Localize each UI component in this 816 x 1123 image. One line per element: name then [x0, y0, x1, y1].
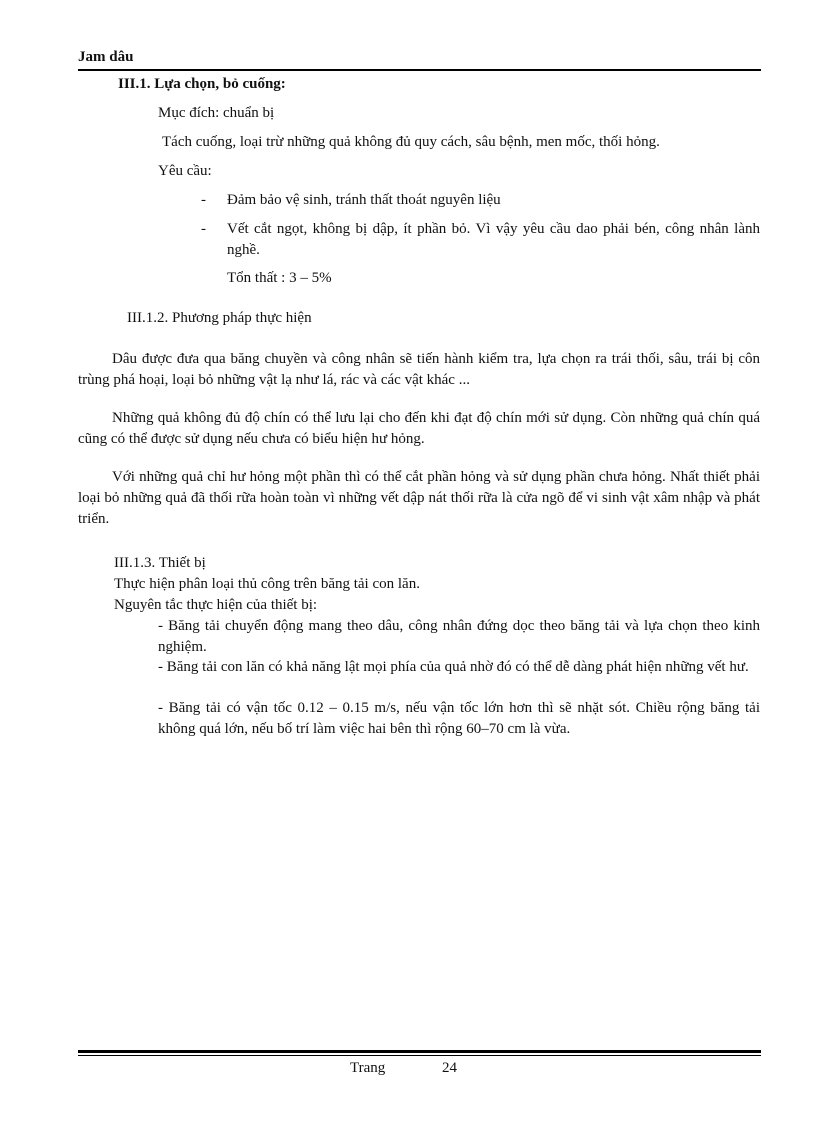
- section-heading-1: III.1. Lựa chọn, bỏ cuống:: [118, 76, 286, 92]
- section-heading-1-2: III.1.2. Phương pháp thực hiện: [127, 310, 312, 326]
- header-rule: [78, 69, 761, 71]
- principle-item-3: - Băng tải có vận tốc 0.12 – 0.15 m/s, nếu vận tốc lớn hơn thì sẽ nhặt sót. Chiều rộng băng tải không quá lớn, nếu bố trí làm việc hai bên thì rộng 60–70 cm là vừa.: [158, 700, 760, 737]
- header-title: Jam dâu: [78, 49, 134, 65]
- footer-page-number: 24: [442, 1060, 457, 1076]
- page-header: [78, 48, 761, 66]
- principle-label: Nguyên tắc thực hiện của thiết bị:: [114, 597, 318, 613]
- purpose-detail: Tách cuống, loại trừ những quả không đủ quy cách, sâu bệnh, men mốc, thối hỏng.: [162, 134, 660, 150]
- paragraph-2: Những quả không đủ độ chín có thể lưu lại cho đến khi đạt độ chín mới sử dụng. Còn những quả chín quá cũng có thể được sử dụng nếu chưa có biểu hiện hư hỏng.: [78, 410, 760, 447]
- footer-rule-thick: [78, 1050, 761, 1053]
- purpose-label: Mục đích: chuẩn bị: [158, 105, 275, 121]
- loss-note: Tổn thất : 3 – 5%: [227, 270, 332, 286]
- footer-page-label: Trang: [350, 1060, 386, 1076]
- footer-rule-thin: [78, 1055, 761, 1056]
- paragraph-3: Với những quả chỉ hư hỏng một phần thì có thể cắt phần hỏng và sử dụng phần chưa hỏng. Nhất thiết phải loại bỏ những quả đã thối rữa hoàn toàn vì những vết dập nát thối rữa là cửa ngõ để vi sinh vật xâm nhập và phát triển.: [78, 469, 760, 527]
- bullet-dash-1: -: [201, 192, 206, 208]
- bullet-item-2: Vết cắt ngọt, không bị dập, ít phần bỏ. Vì vậy yêu cầu dao phải bén, công nhân lành nghề.: [227, 221, 760, 258]
- section-heading-1-3: III.1.3. Thiết bị: [114, 555, 206, 571]
- requirements-label: Yêu cầu:: [158, 163, 212, 179]
- principle-item-2: - Băng tải con lăn có khả năng lật mọi phía của quả nhờ đó có thể dễ dàng phát hiện những vết hư.: [158, 659, 749, 675]
- bullet-item-1: Đảm bảo vệ sinh, tránh thất thoát nguyên liệu: [227, 192, 501, 208]
- equipment-line: Thực hiện phân loại thủ công trên băng tải con lăn.: [114, 576, 420, 592]
- paragraph-1: Dâu được đưa qua băng chuyền và công nhân sẽ tiến hành kiểm tra, lựa chọn ra trái thối, sâu, trái bị côn trùng phá hoại, loại bỏ những vật lạ như lá, rác và các vật khác ...: [78, 351, 760, 388]
- principle-item-1: - Băng tải chuyển động mang theo dâu, công nhân đứng dọc theo băng tải và lựa chọn theo kinh nghiệm.: [158, 618, 760, 655]
- bullet-dash-2: -: [201, 221, 206, 237]
